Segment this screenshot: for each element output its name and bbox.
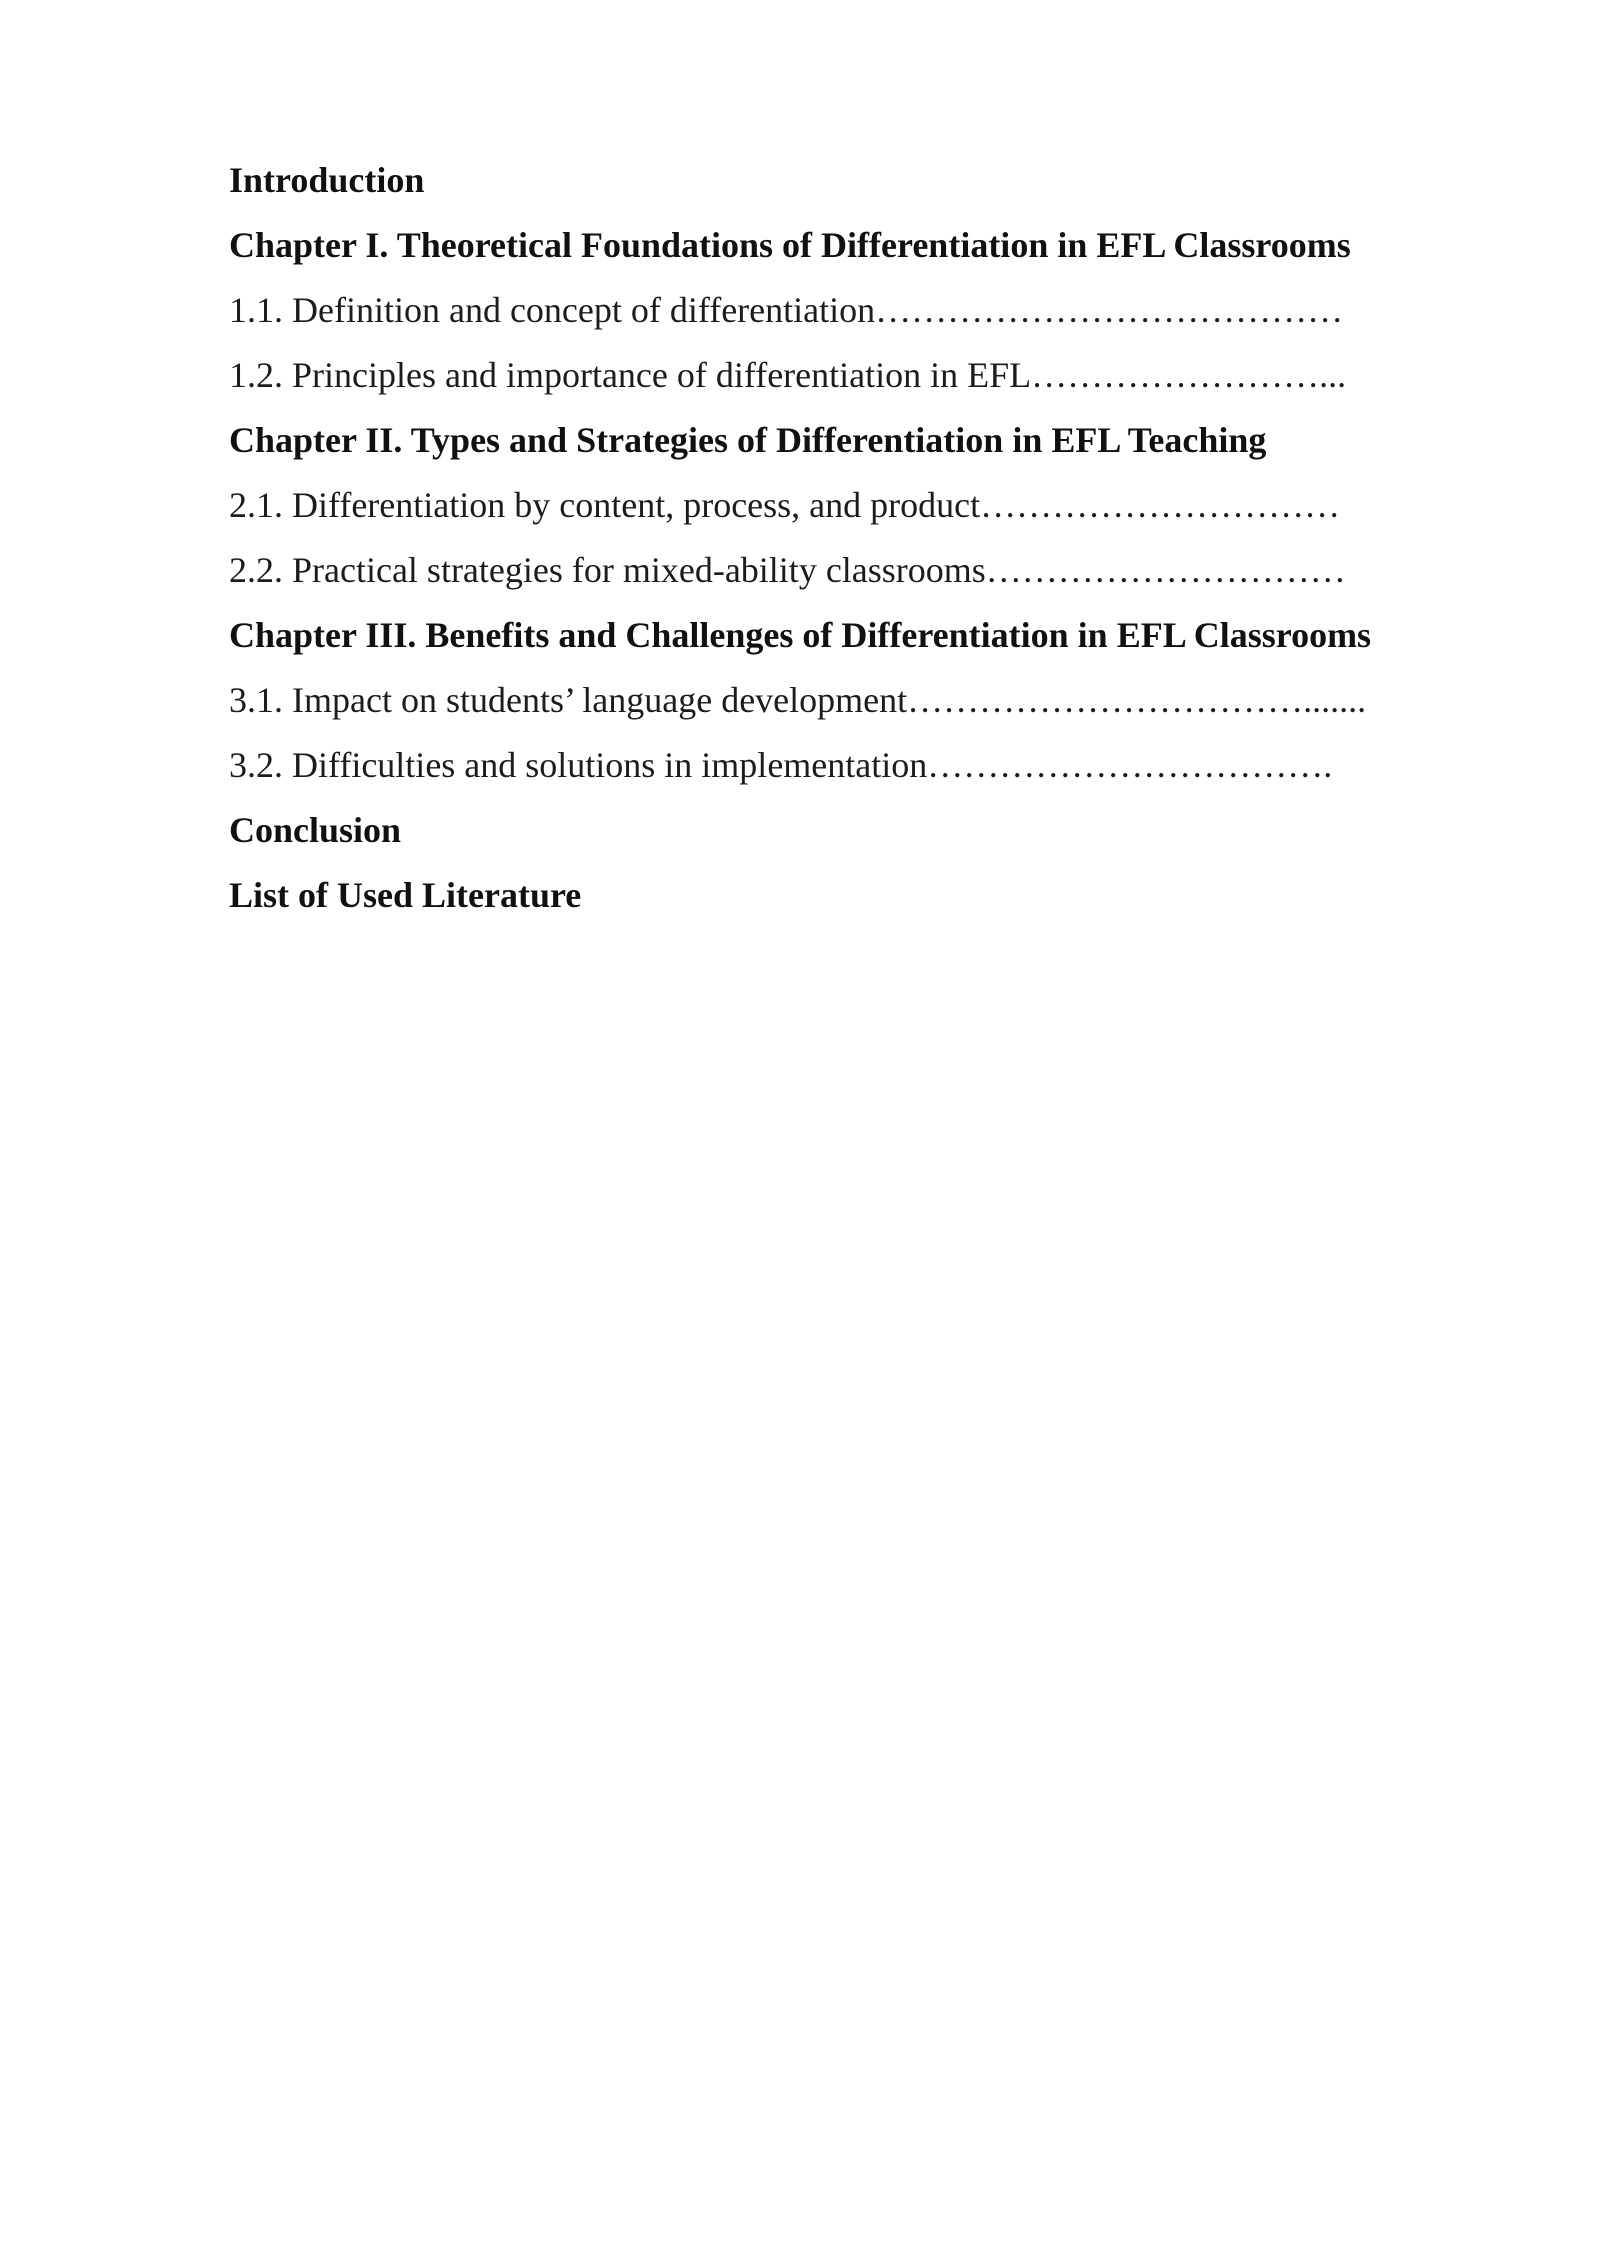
toc-heading-chapter-1: Chapter I. Theoretical Foundations of Differentiation in EFL Classrooms <box>229 225 1351 265</box>
table-of-contents <box>229 148 1529 928</box>
toc-entry-2-2: 2.2. Practical strategies for mixed-ability classrooms………………………… <box>229 550 1346 590</box>
toc-heading-literature: List of Used Literature <box>229 875 582 915</box>
toc-entry-3-1: 3.1. Impact on students’ language development……………………………....... <box>229 680 1367 720</box>
toc-entry-1-1: 1.1. Definition and concept of differentiation………………………………… <box>229 290 1344 330</box>
toc-entry-3-2: 3.2. Difficulties and solutions in implementation……………………………. <box>229 745 1333 785</box>
toc-heading-chapter-3: Chapter III. Benefits and Challenges of Differentiation in EFL Classrooms <box>229 615 1372 655</box>
toc-entry-2-1: 2.1. Differentiation by content, process, and product………………………… <box>229 485 1341 525</box>
toc-heading-introduction: Introduction <box>229 160 425 200</box>
toc-heading-conclusion: Conclusion <box>229 810 402 850</box>
toc-entry-1-2: 1.2. Principles and importance of differentiation in EFL……………………... <box>229 355 1347 395</box>
toc-heading-chapter-2: Chapter II. Types and Strategies of Differentiation in EFL Teaching <box>229 420 1267 460</box>
